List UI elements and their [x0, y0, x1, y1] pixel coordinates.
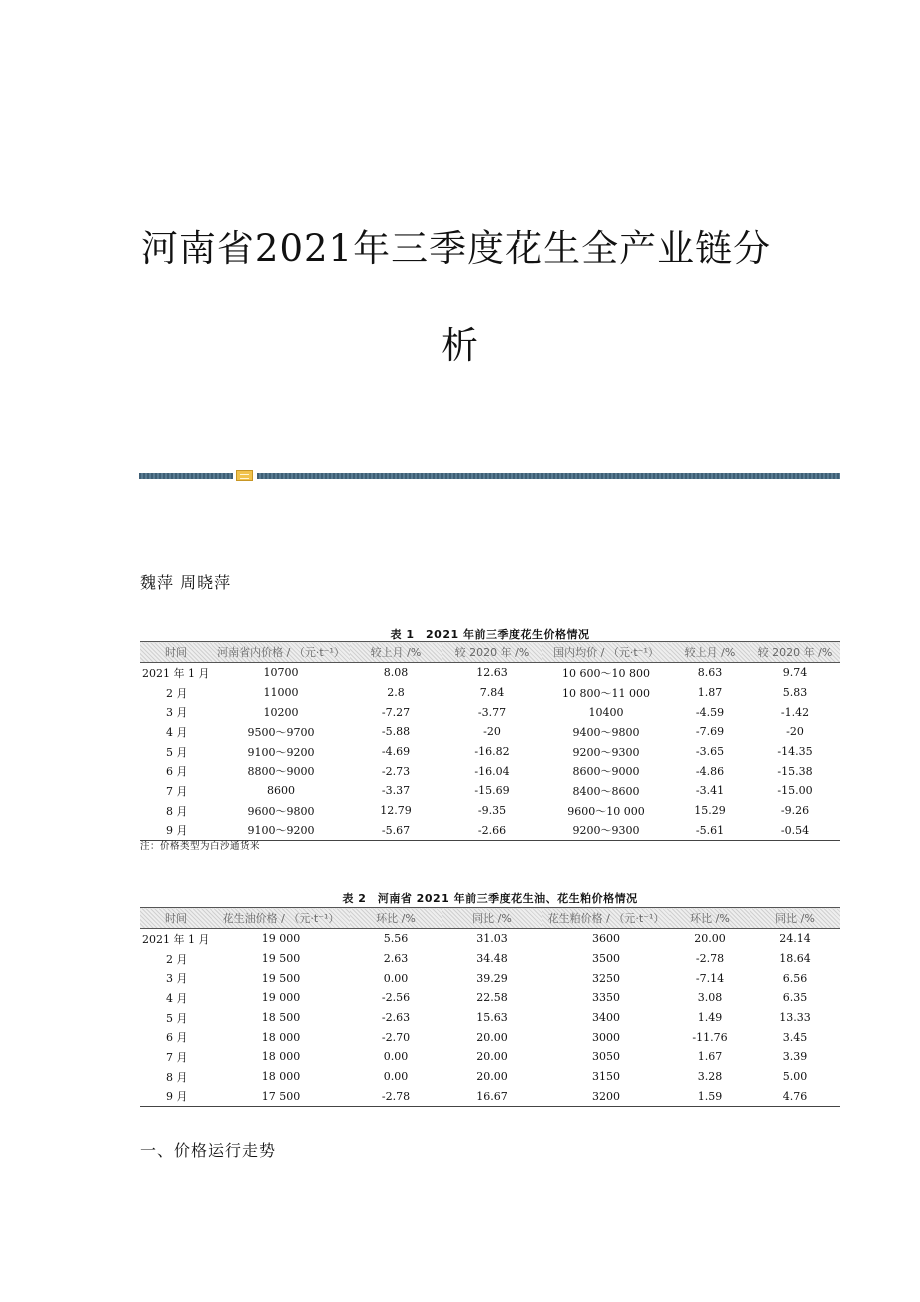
column-header: 时间 — [140, 908, 212, 929]
table-cell: 22.58 — [476, 991, 508, 1005]
table-cell: 8 月 — [166, 804, 188, 818]
section-heading: 一、价格运行走势 — [140, 1141, 277, 1160]
table-row — [140, 949, 840, 969]
table-cell: -11.76 — [692, 1030, 728, 1044]
table-cell: 3.45 — [782, 1030, 808, 1044]
table-cell: 9500～9700 — [247, 725, 315, 739]
table-row — [140, 929, 840, 949]
table-cell: 3500 — [592, 952, 620, 966]
table-cell: -1.42 — [780, 705, 810, 719]
table-row — [140, 781, 840, 801]
table-cell: -20 — [786, 725, 804, 739]
table-cell: 15.29 — [694, 804, 726, 818]
table-cell: 4 月 — [166, 725, 188, 739]
table1-caption: 表 1 2021 年前三季度花生价格情况 — [390, 628, 590, 641]
table-cell: -7.27 — [381, 705, 411, 719]
table-row — [140, 683, 840, 703]
table-cell: -4.59 — [695, 705, 725, 719]
table-row — [140, 1027, 840, 1047]
table-cell: 9.74 — [782, 666, 808, 680]
authors: 魏萍 周晓萍 — [140, 573, 232, 592]
table-cell: -0.54 — [780, 823, 810, 837]
table-row — [140, 988, 840, 1008]
table-cell: 24.14 — [779, 932, 811, 946]
decorative-divider — [139, 470, 840, 482]
table-cell: 6.35 — [782, 991, 808, 1005]
table-cell: -9.35 — [477, 804, 507, 818]
table-cell: -4.86 — [695, 764, 725, 778]
table-cell: 34.48 — [476, 952, 508, 966]
table-cell: 17 500 — [261, 1089, 301, 1103]
table-cell: 10 600～10 800 — [562, 666, 650, 680]
column-header: 花生油价格 / （元·t⁻¹） — [212, 908, 350, 929]
table2-body — [140, 929, 840, 1107]
table-cell: 2021 年 1 月 — [142, 666, 210, 680]
table-cell: 8 月 — [166, 1070, 188, 1084]
table-cell: -15.69 — [474, 784, 510, 798]
table1-peanut-prices — [140, 641, 840, 841]
table-cell: 1.59 — [697, 1089, 723, 1103]
table-row — [140, 663, 840, 683]
table-row — [140, 1087, 840, 1107]
table-cell: 4.76 — [782, 1089, 808, 1103]
table-cell: 8.08 — [383, 666, 409, 680]
column-header: 较上月 /% — [350, 642, 442, 663]
table-cell: 3.08 — [697, 991, 723, 1005]
divider-bar-left — [139, 473, 233, 479]
table-cell: 10200 — [263, 705, 299, 719]
table-cell: 9400～9800 — [572, 725, 640, 739]
table-cell: 2 月 — [166, 952, 188, 966]
table-cell: -2.56 — [381, 991, 411, 1005]
table-cell: 10400 — [588, 705, 624, 719]
table-cell: 7 月 — [166, 784, 188, 798]
table-cell: 19 500 — [261, 952, 301, 966]
table-cell: 12.63 — [476, 666, 508, 680]
table-cell: 3000 — [592, 1030, 620, 1044]
table-cell: 12.79 — [380, 804, 412, 818]
table-cell: 2 月 — [166, 686, 188, 700]
table-cell: 5.83 — [782, 686, 808, 700]
table-cell: 6 月 — [166, 1031, 188, 1045]
table-cell: 9 月 — [166, 824, 188, 838]
table-cell: 3200 — [592, 1089, 620, 1103]
table-cell: 20.00 — [476, 1070, 508, 1084]
table2-caption: 表 2 河南省 2021 年前三季度花生油、花生粕价格情况 — [342, 892, 638, 905]
table-cell: 1.87 — [697, 686, 723, 700]
table-cell: 18.64 — [779, 952, 811, 966]
table-cell: 11000 — [263, 686, 299, 700]
table-cell: 10700 — [263, 666, 299, 680]
table-cell: -16.82 — [474, 745, 510, 759]
table-row — [140, 1008, 840, 1028]
table-cell: 3 月 — [166, 706, 188, 720]
table-cell: 1.67 — [697, 1050, 723, 1064]
table-cell: 1.49 — [697, 1011, 723, 1025]
table-cell: 19 000 — [261, 932, 301, 946]
column-header: 同比 /% — [750, 908, 840, 929]
table-cell: 3.28 — [697, 1070, 723, 1084]
table-cell: 18 000 — [261, 1030, 301, 1044]
table-cell: 2.63 — [383, 952, 409, 966]
divider-ornament-icon — [236, 470, 253, 481]
table-cell: 7.84 — [479, 686, 505, 700]
table-cell: 2.8 — [387, 686, 405, 700]
table-cell: 19 000 — [261, 991, 301, 1005]
table-cell: 0.00 — [383, 971, 409, 985]
table-cell: -3.65 — [695, 745, 725, 759]
table-cell: 3 月 — [166, 972, 188, 986]
table-cell: 39.29 — [476, 971, 508, 985]
table-cell: 31.03 — [476, 932, 508, 946]
table-cell: 8400～8600 — [572, 784, 640, 798]
table-cell: 15.63 — [476, 1011, 508, 1025]
table-cell: 5 月 — [166, 745, 188, 759]
column-header: 同比 /% — [442, 908, 542, 929]
document-title-line-1: 河南省2021年三季度花生全产业链分 — [140, 227, 772, 270]
divider-bar-right — [257, 473, 840, 479]
table-cell: 3350 — [592, 991, 620, 1005]
table-row — [140, 702, 840, 722]
table-row — [140, 742, 840, 762]
table-cell: 6 月 — [166, 765, 188, 779]
table-cell: -3.41 — [695, 784, 725, 798]
table-cell: -2.63 — [381, 1011, 411, 1025]
column-header: 环比 /% — [670, 908, 750, 929]
table2-oil-meal-prices — [140, 907, 840, 1107]
table-cell: 5 月 — [166, 1011, 188, 1025]
table-cell: 2021 年 1 月 — [142, 932, 210, 946]
column-header: 时间 — [140, 642, 212, 663]
table-row — [140, 801, 840, 821]
table-cell: -2.66 — [477, 823, 507, 837]
table-cell: -5.67 — [381, 823, 411, 837]
table-cell: -2.73 — [381, 764, 411, 778]
table-row — [140, 722, 840, 742]
table-cell: 3250 — [592, 971, 620, 985]
table-cell: 20.00 — [476, 1050, 508, 1064]
table-cell: -16.04 — [474, 764, 510, 778]
table-cell: 16.67 — [476, 1089, 508, 1103]
table-cell: 0.00 — [383, 1050, 409, 1064]
table2-header — [140, 908, 840, 929]
table-cell: 3050 — [592, 1050, 620, 1064]
table-cell: 18 000 — [261, 1050, 301, 1064]
table-cell: 8600 — [267, 784, 295, 798]
table-cell: -3.77 — [477, 705, 507, 719]
table-cell: 4 月 — [166, 991, 188, 1005]
column-header: 国内均价 / （元·t⁻¹） — [542, 642, 670, 663]
table-cell: 9100～9200 — [247, 745, 315, 759]
table-cell: -15.38 — [777, 764, 813, 778]
table-cell: 3600 — [592, 932, 620, 946]
table-cell: -5.88 — [381, 725, 411, 739]
table-cell: 3400 — [592, 1011, 620, 1025]
table-row — [140, 1047, 840, 1067]
table1-note: 注：价格类型为白沙通货米 — [140, 841, 261, 852]
column-header: 较 2020 年 /% — [750, 642, 840, 663]
table-row — [140, 761, 840, 781]
table-cell: -4.69 — [381, 745, 411, 759]
table-cell: 6.56 — [782, 971, 808, 985]
table-cell: -15.00 — [777, 784, 813, 798]
table-cell: -9.26 — [780, 804, 810, 818]
table-cell: -2.70 — [381, 1030, 411, 1044]
table-cell: 19 500 — [261, 971, 301, 985]
table-cell: 18 500 — [261, 1011, 301, 1025]
table-cell: -5.61 — [695, 823, 725, 837]
table-cell: -3.37 — [381, 784, 411, 798]
table-cell: 9600～9800 — [247, 804, 315, 818]
table-cell: 9200～9300 — [572, 745, 640, 759]
table-row — [140, 1067, 840, 1087]
table1-body — [140, 663, 840, 841]
table-cell: 9 月 — [166, 1090, 188, 1104]
table-cell: -7.69 — [695, 725, 725, 739]
table-cell: 5.00 — [782, 1070, 808, 1084]
table-cell: 13.33 — [779, 1011, 811, 1025]
table-cell: 8.63 — [697, 666, 723, 680]
table-cell: 3.39 — [782, 1050, 808, 1064]
table-cell: 8600～9000 — [572, 765, 640, 779]
table-cell: 0.00 — [383, 1070, 409, 1084]
table-cell: -14.35 — [777, 745, 813, 759]
table-cell: -2.78 — [695, 952, 725, 966]
table-cell: 9100～9200 — [247, 824, 315, 838]
table-cell: -20 — [483, 725, 501, 739]
document-title-line-2: 析 — [441, 324, 479, 367]
table-row — [140, 968, 840, 988]
table-cell: 8800～9000 — [247, 765, 315, 779]
table-cell: 9600～10 000 — [567, 804, 645, 818]
table-cell: 10 800～11 000 — [562, 686, 650, 700]
column-header: 环比 /% — [350, 908, 442, 929]
table1-header — [140, 642, 840, 663]
table-cell: 9200～9300 — [572, 824, 640, 838]
table-cell: 20.00 — [476, 1030, 508, 1044]
column-header: 河南省内价格 / （元·t⁻¹） — [212, 642, 350, 663]
table-cell: -7.14 — [695, 971, 725, 985]
column-header: 较上月 /% — [670, 642, 750, 663]
table-cell: 5.56 — [383, 932, 409, 946]
table-cell: -2.78 — [381, 1089, 411, 1103]
column-header: 较 2020 年 /% — [442, 642, 542, 663]
column-header: 花生粕价格 / （元·t⁻¹） — [542, 908, 670, 929]
table-cell: 20.00 — [694, 932, 726, 946]
table-cell: 18 000 — [261, 1070, 301, 1084]
table-cell: 3150 — [592, 1070, 620, 1084]
table-cell: 7 月 — [166, 1050, 188, 1064]
